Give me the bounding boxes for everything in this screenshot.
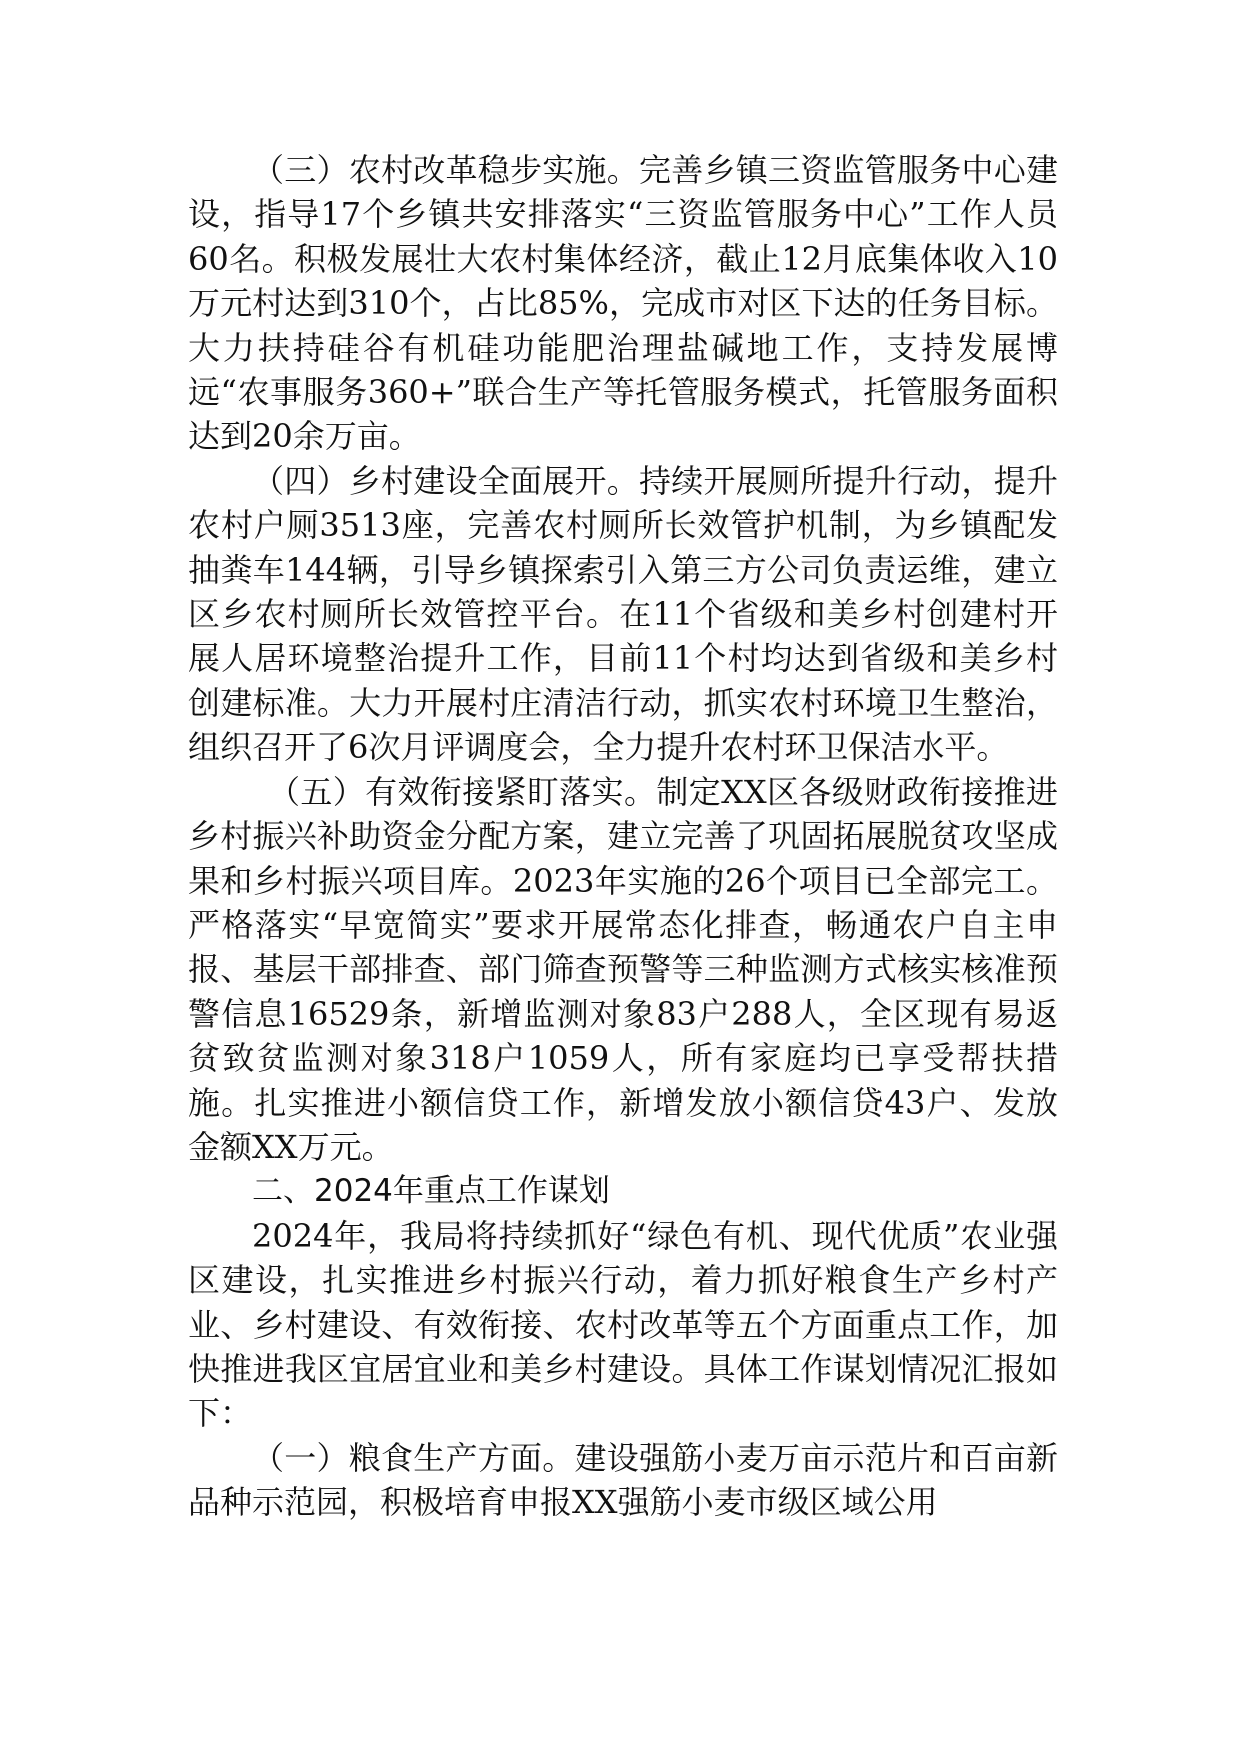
paragraph-2024-overview: 2024年，我局将持续抓好“绿色有机、现代优质”农业强区建设，扎实推进乡村振兴行动，着力抓好粮食生产乡村产业、乡村建设、有效衔接、农村改革等五个方面重点工作，加快推进我区宜居宜业和美乡村建设。具体工作谋划情况汇报如下： — [188, 1216, 1058, 1433]
paragraph-effective-connection: （五）有效衔接紧盯落实。制定XX区各级财政衔接推进乡村振兴补助资金分配方案，建立完善了巩固拓展脱贫攻坚成果和乡村振兴项目库。2023年实施的26个项目已全部完工。严格落实“早宽简实”要求开展常态化排查，畅通农户自主申报、基层干部排查、部门筛查预警等三种监测方式核实核准预警信息16529条，新增监测对象83户288人，全区现有易返贫致贫监测对象318户1059人，所有家庭均已享受帮扶措施。扎实推进小额信贷工作，新增发放小额信贷43户、发放金额XX万元。 — [188, 772, 1058, 1166]
paragraph-rural-construction: （四）乡村建设全面展开。持续开展厕所提升行动，提升农村户厕3513座，完善农村厕所长效管护机制，为乡镇配发抽粪车144辆，引导乡镇探索引入第三方公司负责运维，建立区乡农村厕所长效管控平台。在11个省级和美乡村创建村开展人居环境整治提升工作，目前11个村均达到省级和美乡村创建标准。大力开展村庄清洁行动，抓实农村环境卫生整治，组织召开了6次月评调度会，全力提升农村环卫保洁水平。 — [188, 461, 1058, 767]
section-heading-2024-plan: 二、2024年重点工作谋划 — [252, 1173, 610, 1210]
document-page — [188, 148, 1058, 1525]
paragraph-rural-reform: （三）农村改革稳步实施。完善乡镇三资监管服务中心建设，指导17个乡镇共安排落实“三资监管服务中心”工作人员60名。积极发展壮大农村集体经济，截止12月底集体收入10万元村达到310个，占比85%，完成市对区下达的任务目标。大力扶持硅谷有机硅功能肥治理盐碱地工作，支持发展博远“农事服务360+”联合生产等托管服务模式，托管服务面积达到20余万亩。 — [188, 151, 1058, 456]
paragraph-grain-production: （一）粮食生产方面。建设强筋小麦万亩示范片和百亩新品种示范园，积极培育申报XX强筋小麦市级区域公用 — [188, 1438, 1058, 1522]
